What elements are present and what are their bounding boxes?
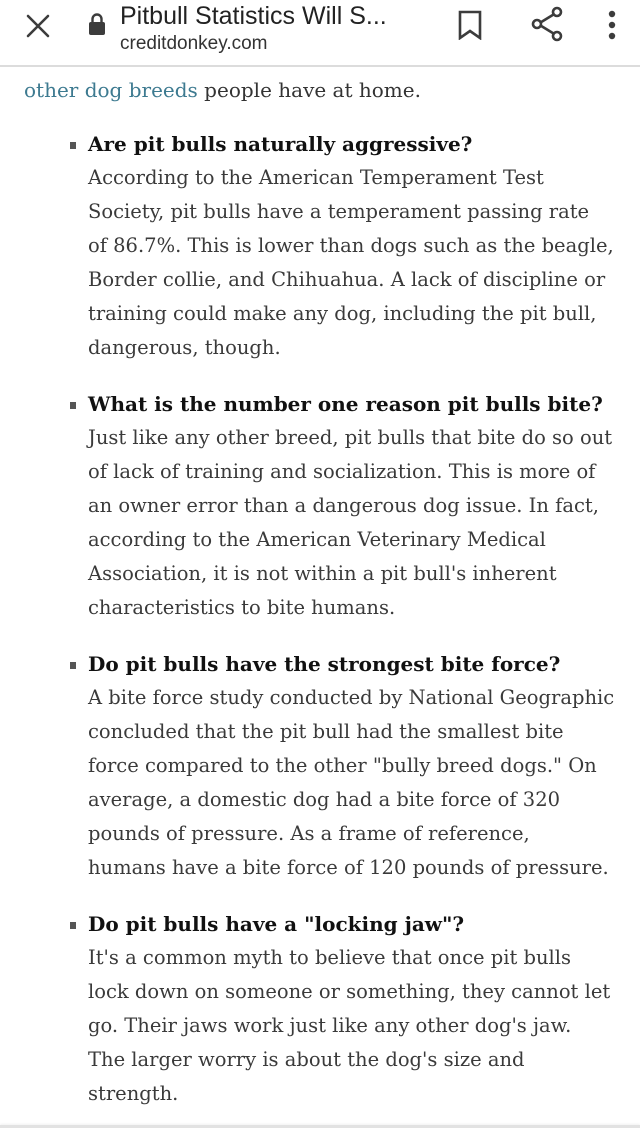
more-options-button[interactable] bbox=[592, 6, 632, 44]
page-title: Pitbull Statistics Will S... bbox=[120, 2, 387, 30]
bullet-icon bbox=[70, 922, 76, 929]
faq-answer bbox=[88, 421, 633, 625]
intro-paragraph bbox=[24, 73, 421, 107]
answer-line: A bite force study conducted by National Geographic bbox=[88, 686, 615, 709]
bookmark-icon bbox=[457, 10, 483, 40]
answer-line: dangerous, though. bbox=[88, 336, 281, 359]
close-button[interactable] bbox=[16, 6, 60, 46]
share-button[interactable] bbox=[524, 4, 572, 44]
bullet-icon bbox=[70, 402, 76, 409]
answer-line: pounds of pressure. As a frame of reference, bbox=[88, 822, 530, 845]
faq-answer bbox=[88, 681, 633, 885]
answer-line: humans have a bite force of 120 pounds of pressure. bbox=[88, 856, 609, 879]
answer-line: force compared to the other "bully breed dogs." On bbox=[88, 754, 597, 777]
faq-answer bbox=[88, 941, 633, 1111]
bullet-icon bbox=[70, 662, 76, 669]
answer-line: Border collie, and Chihuahua. A lack of discipline or bbox=[88, 268, 606, 291]
answer-line: average, a domestic dog had a bite force of 320 bbox=[88, 788, 561, 811]
answer-line: According to the American Temperament Test bbox=[88, 166, 544, 189]
answer-line: strength. bbox=[88, 1082, 179, 1105]
answer-line: Society, pit bulls have a temperament passing rate bbox=[88, 200, 590, 223]
faq-item bbox=[88, 907, 633, 1111]
lock-icon bbox=[88, 12, 106, 36]
answer-line: of 86.7%. This is lower than dogs such as the beagle, bbox=[88, 234, 614, 257]
answer-line: of lack of training and socialization. This is more of bbox=[88, 460, 596, 483]
browser-toolbar bbox=[0, 0, 640, 67]
faq-question: What is the number one reason pit bulls bite? bbox=[88, 392, 603, 416]
faq-question: Are pit bulls naturally aggressive? bbox=[88, 132, 473, 156]
intro-text: people have at home. bbox=[197, 78, 421, 102]
faq-answer bbox=[88, 161, 633, 365]
faq-item bbox=[88, 647, 633, 885]
answer-line: lock down on someone or something, they cannot let bbox=[88, 980, 611, 1003]
bottom-bar bbox=[0, 1125, 640, 1137]
answer-line: training could make any dog, including the pit bull, bbox=[88, 302, 597, 325]
close-icon bbox=[25, 13, 51, 39]
bullet-icon bbox=[70, 142, 76, 149]
answer-line: according to the American Veterinary Medical bbox=[88, 528, 546, 551]
answer-line: characteristics to bite humans. bbox=[88, 596, 396, 619]
answer-line: an owner error than a dangerous dog issue. In fact, bbox=[88, 494, 599, 517]
share-icon bbox=[530, 6, 566, 42]
answer-line: concluded that the pit bull had the smallest bite bbox=[88, 720, 564, 743]
answer-line: Association, it is not within a pit bull's inherent bbox=[88, 562, 557, 585]
answer-line: It's a common myth to believe that once pit bulls bbox=[88, 946, 572, 969]
page-domain: creditdonkey.com bbox=[120, 33, 268, 54]
more-vert-icon bbox=[607, 10, 617, 40]
other-dog-breeds-link[interactable]: other dog breeds bbox=[24, 78, 198, 102]
page-info[interactable] bbox=[120, 0, 420, 55]
faq-question: Do pit bulls have the strongest bite force? bbox=[88, 652, 561, 676]
faq-item bbox=[88, 387, 633, 625]
answer-line: go. Their jaws work just like any other dog's jaw. bbox=[88, 1014, 572, 1037]
bookmark-button[interactable] bbox=[448, 6, 492, 44]
faq-item bbox=[88, 127, 633, 365]
faq-question: Do pit bulls have a "locking jaw"? bbox=[88, 912, 465, 936]
answer-line: Just like any other breed, pit bulls that bite do so out bbox=[88, 426, 613, 449]
answer-line: The larger worry is about the dog's size and bbox=[88, 1048, 525, 1071]
